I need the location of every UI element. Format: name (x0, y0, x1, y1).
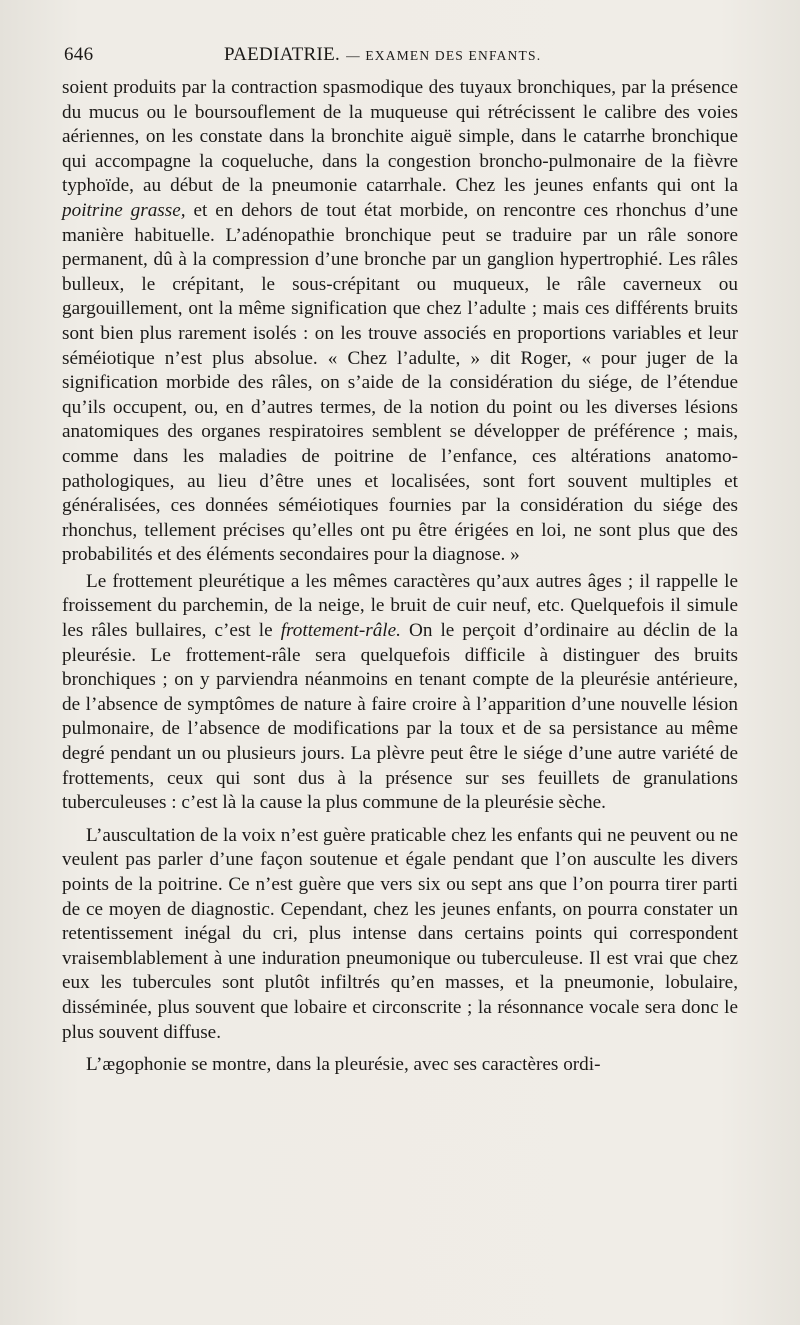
paragraph-rales-continuation: et en dehors de tout état morbide, on rencontre ces rhonchus d’une manière habituelle. L’adénopathie bronchique peut se traduire par un râle sonore permanent, dû à la compression d’une bronche par un ganglion hypertrophié. Les râles bulleux, le crépitant, le sous-crépitant ou muqueux, le râle caverneux ou gargouillement, ont la même signification que chez l’adulte ; mais ces différents bruits sont bien plus rarement isolés : on les trouve associés en proportions variables et leur séméiotique n’est plus absolue. « Chez l’adulte, » dit Roger, « pour juger de la signification morbide des râles, on s’aide de la considération du siége, de l’étendue qu’ils occupent, ou, en d’autres termes, de la notion du point ou les diverses lésions anatomiques des organes respiratoires semblent se développer de préférence ; mais, comme dans les maladies de poitrine de l’enfance, ces altérations anatomo-pathologiques, au lieu d’être unes et localisées, sont fort souvent multiples et généralisées, ces données séméiotiques fournies par la considération du siége des rhonchus, tellement précises qu’elles ont pu être érigées en loi, ne sont plus que des probabilités et des éléments secondaires pour la diagnose. » (62, 199, 738, 566)
paragraph-aegophonie: L’ægophonie se montre, dans la pleurésie, avec ses caractères ordi- (86, 1054, 601, 1076)
page-header (64, 44, 738, 66)
paragraph-rales-text: soient produits par la contraction spasmodique des tuyaux bronchiques, par la présence du mucus ou le boursouflement de la muqueuse qui rétrécissent le calibre des voies aériennes, on les constate dans la bronchite aiguë simple, dans le catarrhe bronchique qui accompagne la coqueluche, dans la congestion broncho-pulmonaire de la fièvre typhoïde, au début de la pneumonie catarrhale. Chez les jeunes enfants qui ont la (62, 77, 738, 197)
page-number: 646 (64, 44, 94, 65)
emphasis-frottement-rale: frottement-râle. (280, 620, 401, 642)
paragraph-frottement-continuation: On le perçoit d’ordinaire au déclin de la pleurésie. Le frottement-râle sera quelquefois difficile à distinguer des bruits bronchiques ; on y parviendra néanmoins en tenant compte de la pleurésie antérieure, de l’absence de symptômes de nature à faire croire à l’apparition d’une nouvelle lésion pulmonaire, de l’absence de modifications par la toux et de sa persistance au même degré pendant un ou plusieurs jours. La plèvre peut être le siége d’une autre variété de frottements, ceux qui sont dus à la présence sur ses feuillets de granulations tuberculeuses : c’est là la cause la plus commune de la pleurésie sèche. (62, 620, 739, 814)
paragraph-auscultation-voix: L’auscultation de la voix n’est guère praticable chez les enfants qui ne peuvent ou ne veulent pas parler d’une façon soutenue et égale pendant que l’on ausculte les divers points de la poitrine. Ce n’est guère que vers six ou sept ans que l’on pourra tirer parti de ce moyen de diagnostic. Cependant, chez les jeunes enfants, on pourra constater un retentissement inégal du cri, plus intense dans certains points qui correspondent vraisemblablement à une induration pneumonique ou tuberculeuse. Il est vrai que chez eux les tubercules sont plutôt infiltrés qu’en masses, et la pneumonie, lobulaire, disséminée, plus souvent que lobaire et circonscrite ; la résonnance vocale sera donc le plus souvent diffuse. (62, 824, 738, 1043)
paragraph-frottement (62, 570, 738, 816)
paragraph-frottement-text: Le frottement pleurétique a les mêmes caractères qu’aux autres âges ; il rappelle le froissement du parchemin, de la neige, le bruit de cuir neuf, etc. Quelquefois il simule les râles bullaires, c’est le (62, 570, 738, 642)
paragraph-rales (62, 76, 738, 568)
running-subtitle: — EXAMEN DES ENFANTS. (346, 48, 542, 63)
running-title: PAEDIATRIE. (224, 44, 341, 65)
body-text (62, 76, 738, 1078)
emphasis-poitrine-grasse: poitrine grasse, (62, 199, 186, 221)
